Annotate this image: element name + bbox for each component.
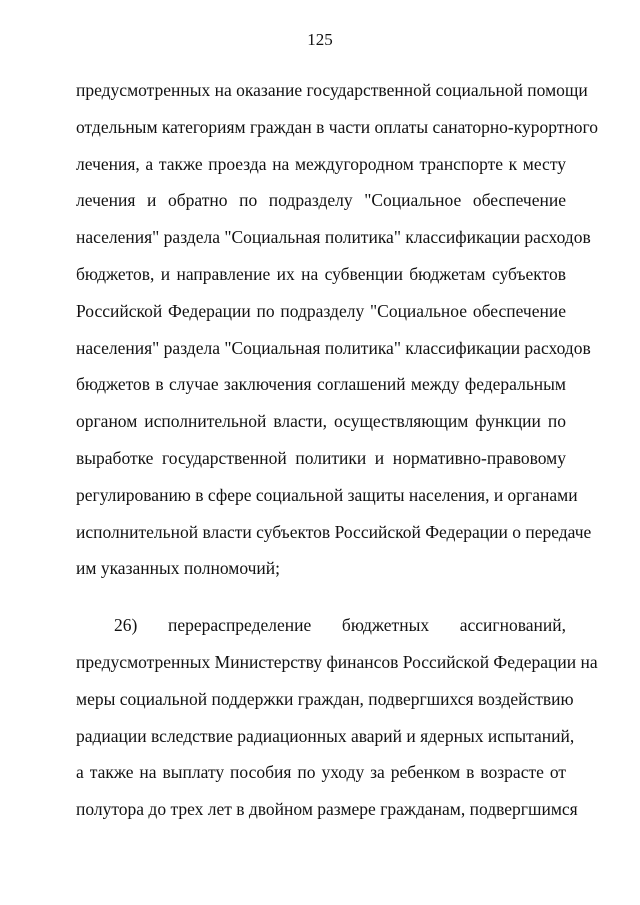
text-line: им указанных полномочий; [76, 558, 281, 579]
text-line: регулированию в сфере социальной защиты населения, и органами [76, 484, 578, 505]
text-line: исполнительной власти субъектов Российской Федерации о передаче [76, 521, 592, 542]
text-line: а также на выплату пособия по уходу за ребенком в возрасте от [76, 762, 566, 783]
paragraph-2 [76, 607, 598, 828]
text-line: бюджетов, и направление их на субвенции бюджетам субъектов [76, 263, 566, 284]
paragraph-1 [76, 72, 599, 587]
text-line: предусмотренных на оказание государственной социальной помощи [76, 80, 588, 100]
text-line: меры социальной поддержки граждан, подвергшихся воздействию [76, 688, 574, 709]
text-line: выработке государственной политики и нормативно-правовому [76, 447, 566, 468]
text-line: лечения, а также проезда на междугородном транспорте к месту [76, 153, 566, 174]
paragraph-gap [76, 587, 566, 607]
text-line: населения" раздела "Социальная политика" классификации расходов [76, 337, 591, 358]
text-line: 26) перераспределение бюджетных ассигнований, [114, 615, 566, 636]
text-line: полутора до трех лет в двойном размере гражданам, подвергшимся [76, 799, 578, 820]
text-line: предусмотренных Министерству финансов Российской Федерации на [76, 651, 598, 672]
text-line: бюджетов в случае заключения соглашений между федеральным [76, 374, 566, 395]
body-text [76, 72, 599, 828]
text-line: населения" раздела "Социальная политика" классификации расходов [76, 227, 591, 248]
text-line: Российской Федерации по подразделу "Социальное обеспечение [76, 300, 566, 321]
text-line: органом исполнительной власти, осуществляющим функции по [76, 411, 566, 432]
text-line: лечения и обратно по подразделу "Социальное обеспечение [76, 190, 566, 211]
text-line: радиации вследствие радиационных аварий и ядерных испытаний, [76, 725, 575, 746]
page-number: 125 [307, 30, 333, 49]
text-line: отдельным категориям граждан в части оплаты санаторно-курортного [76, 116, 599, 137]
